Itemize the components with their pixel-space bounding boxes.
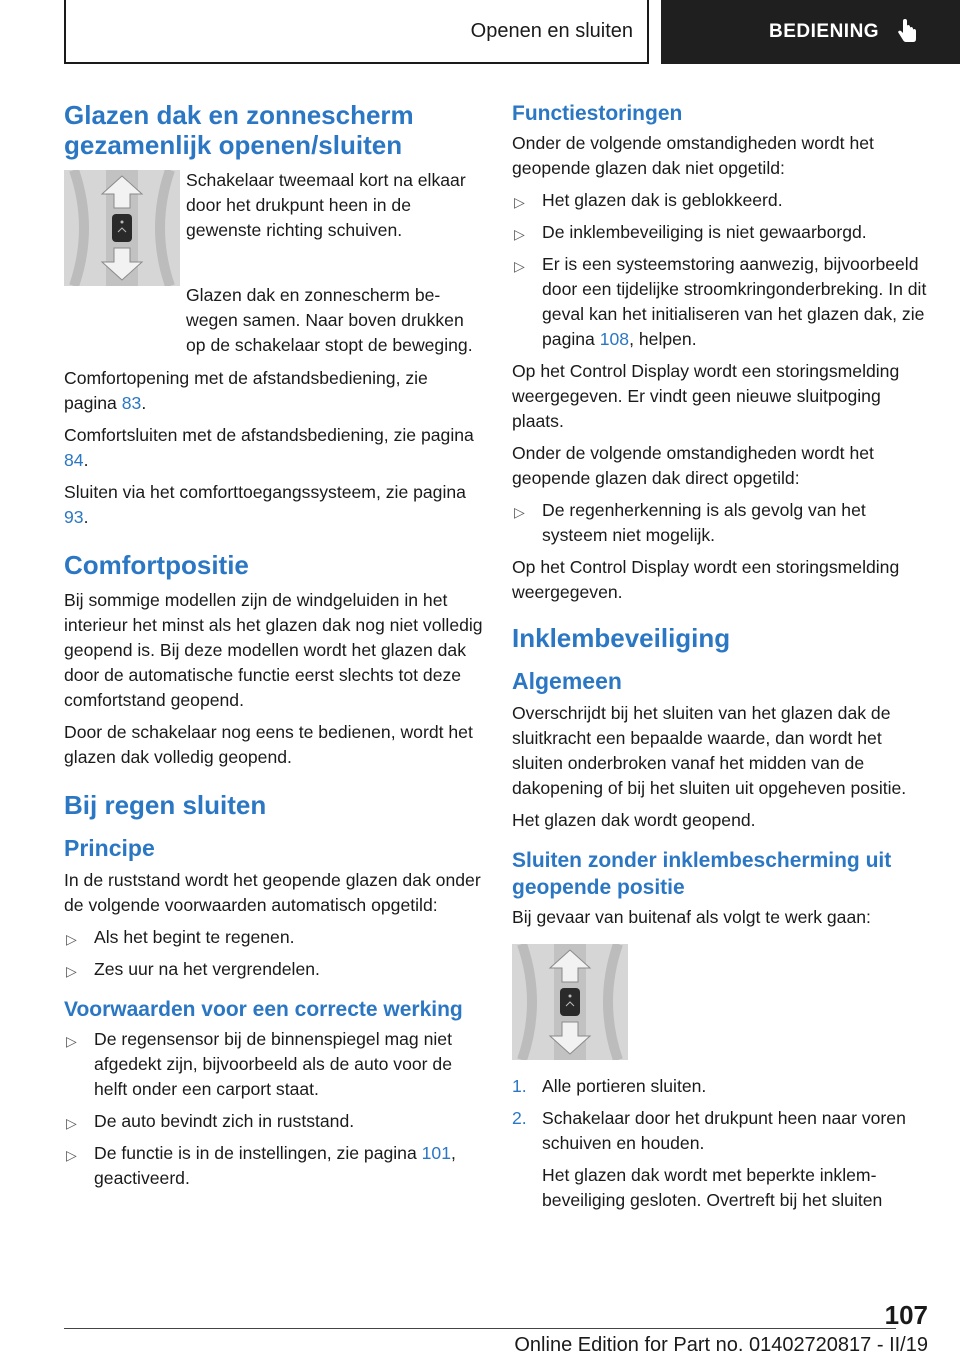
hand-pointer-icon	[897, 19, 919, 45]
footer-edition: Online Edition for Part no. 01402720817 - II/19	[514, 1334, 928, 1356]
heading-together: Glazen dak en zonnescherm gezamenlijk openen/sluiten	[64, 100, 414, 160]
para-switch: Schakelaar tweemaal kort na elkaar door het drukpunt heen in de gewenste richting schuiven.	[186, 170, 466, 240]
para-close-via: Sluiten via het comforttoegangssysteem, zie pagina 93.	[64, 482, 466, 527]
triangle-bullet-icon: ▷	[66, 931, 77, 947]
storingen2-list	[512, 498, 928, 548]
triangle-bullet-icon: ▷	[514, 194, 525, 210]
list-item: ▷ Zes uur na het vergrendelen.	[64, 957, 484, 982]
heading-comfortpositie: Comfortpositie	[64, 550, 249, 580]
sliding-switch-image	[64, 170, 180, 286]
page-number: 107	[884, 1300, 928, 1330]
triangle-bullet-icon: ▷	[514, 258, 525, 274]
triangle-bullet-icon: ▷	[66, 1033, 77, 1049]
heading-voorwaarden: Voorwaarden voor een correcte werking	[64, 998, 463, 1021]
para-comfortpositie-1: Bij sommige modellen zijn de windgeluiden in het interieur het minst als het glazen dak nog niet volledig geopend is. Bij deze modellen wordt het glazen dak door de automatische functie eerst slechts tot deze comfortstand geopend.	[64, 590, 483, 710]
link-page-93[interactable]: 93	[64, 507, 84, 527]
list-item: 1. Alle portieren sluiten.	[512, 1076, 707, 1096]
header-chapter-title: BEDIENING	[769, 21, 880, 42]
storingen-list	[512, 188, 928, 352]
link-page-84[interactable]: 84	[64, 450, 84, 470]
triangle-bullet-icon: ▷	[514, 504, 525, 520]
para-principe: In de ruststand wordt het geopende glazen dak onder de volgende voorwaarden automatisch opgetild:	[64, 870, 481, 915]
link-page-108[interactable]: 108	[599, 329, 630, 349]
steps-list	[512, 1074, 928, 1156]
list-item: 2. Schakelaar door het drukpunt heen naar voren schuiven en houden.	[512, 1108, 906, 1153]
para-algemeen-1: Overschrijdt bij het sluiten van het glazen dak de sluitkracht een bepaalde waarde, dan wordt het sluiten onderbroken vanaf het midden van de dakopening of bij het sluiten uit opgeheven positie.	[512, 703, 907, 798]
right-column	[512, 100, 928, 1217]
link-page-83[interactable]: 83	[121, 393, 142, 413]
list-item: ▷ Als het begint te regenen.	[64, 925, 484, 950]
para-comfort-close: Comfortsluiten met de afstandsbediening, zie pagina 84.	[64, 425, 474, 470]
left-column	[64, 100, 484, 1198]
heading-principe: Principe	[64, 835, 155, 861]
list-item: ▷ De functie is in de instellingen, zie pagina 101, geactiveerd.	[66, 1143, 456, 1188]
header-section-title: Openen en sluiten	[470, 19, 633, 42]
list-item: ▷ De regenherkenning is als gevolg van het systeem niet mogelijk.	[514, 500, 866, 545]
sliding-switch-image	[512, 944, 628, 1060]
para-storingen-2: Op het Control Display wordt een storingsmelding weergegeven. Er vindt geen nieuwe sluitpoging plaats.	[512, 361, 900, 431]
para-sluiten: Bij gevaar van buitenaf als volgt te werk gaan:	[512, 907, 871, 927]
header-section-tab	[64, 0, 649, 64]
list-item: ▷ Het glazen dak is geblokkeerd.	[512, 188, 928, 213]
para-algemeen-2: Het glazen dak wordt geopend.	[512, 810, 756, 830]
list-item: ▷ De inklembeveiliging is niet gewaarborgd.	[512, 220, 928, 245]
para-step2-sub: Het glazen dak wordt met beperkte inklembeveiliging gesloten. Overtreft bij het sluiten	[542, 1165, 883, 1210]
para-together: Glazen dak en zonnescherm bewegen samen. Naar boven drukken op de schakelaar stopt de beweging.	[186, 285, 473, 355]
switch-illustration-2	[512, 944, 628, 1060]
switch-illustration	[64, 170, 180, 286]
heading-storingen: Functiestoringen	[512, 102, 683, 125]
triangle-bullet-icon: ▷	[514, 226, 525, 242]
voorwaarden-list	[64, 1027, 484, 1191]
triangle-bullet-icon: ▷	[66, 1115, 77, 1131]
link-page-101[interactable]: 101	[421, 1143, 451, 1163]
para-storingen-3: Onder de volgende omstandigheden wordt het geopende glazen dak direct opgetild:	[512, 443, 874, 488]
switch-figure-block	[64, 168, 484, 286]
triangle-bullet-icon: ▷	[66, 1147, 77, 1163]
principe-list	[64, 925, 484, 982]
para-storingen-1: Onder de volgende omstandigheden wordt het geopende glazen dak niet opgetild:	[512, 133, 874, 178]
heading-sluiten: Sluiten zonder inklembescherming uit geopende positie	[512, 849, 892, 899]
list-item: ▷ De regensensor bij de binnenspiegel mag niet afgedekt zijn, bijvoorbeeld als de auto voor de helft onder een carport staat.	[66, 1029, 452, 1099]
heading-regen: Bij regen sluiten	[64, 790, 267, 820]
triangle-bullet-icon: ▷	[66, 963, 77, 979]
para-storingen-4: Op het Control Display wordt een storingsmelding weergegeven.	[512, 557, 900, 602]
list-item: ▷ De auto bevindt zich in ruststand.	[64, 1109, 484, 1134]
list-item: ▷ Er is een systeemstoring aanwezig, bijvoorbeeld door een tijdelijke stroomkringonderbreking. In dit geval kan het initialiseren van het glazen dak, zie pagina 108, helpen.	[514, 254, 927, 349]
heading-inklem: Inklembeveiliging	[512, 623, 731, 653]
heading-algemeen: Algemeen	[512, 668, 622, 694]
para-comfortpositie-2: Door de schakelaar nog eens te bedienen, wordt het glazen dak volledig geopend.	[64, 722, 473, 767]
para-comfort-open: Comfortopening met de afstandsbediening, zie pagina 83.	[64, 368, 428, 413]
footer-divider	[64, 1328, 896, 1329]
header-chapter-tab	[661, 0, 960, 64]
